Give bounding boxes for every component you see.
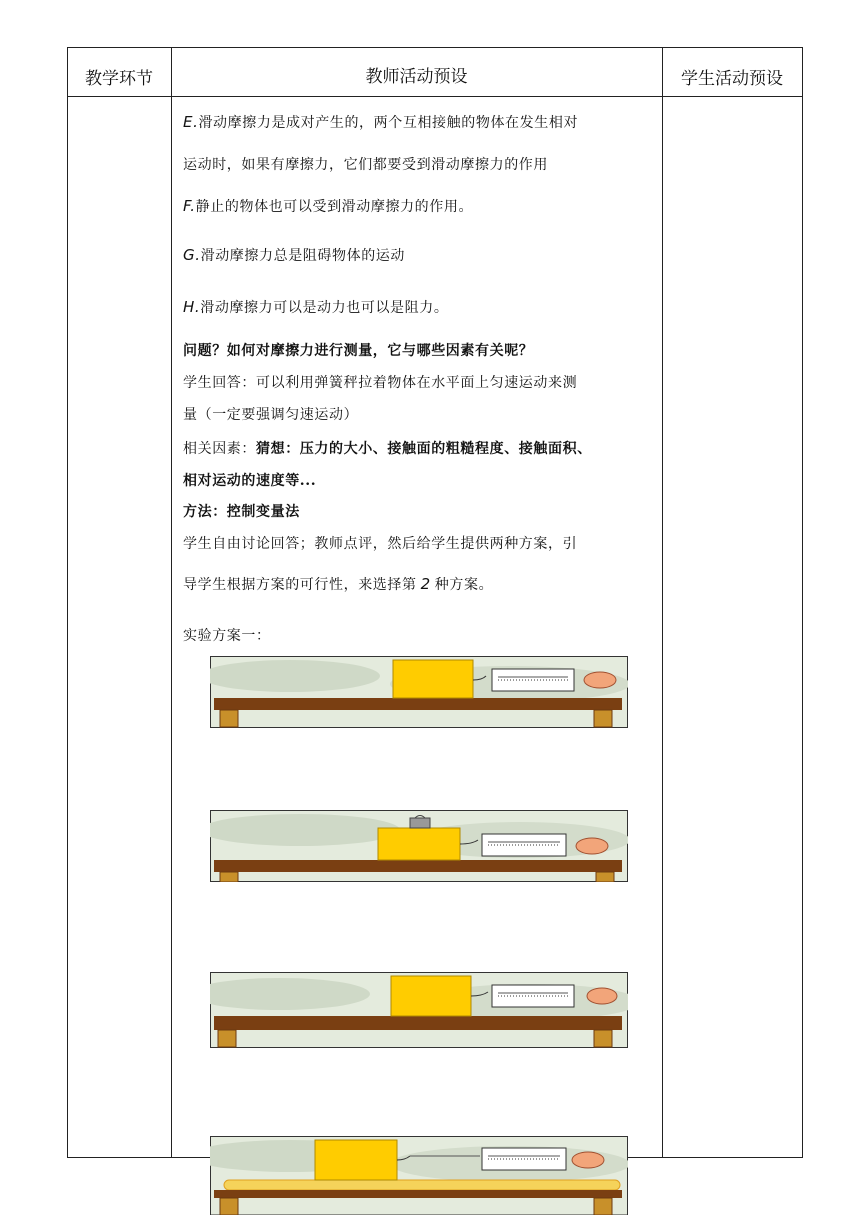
table-leg-right [596, 872, 614, 882]
experiment-figure-4 [210, 1136, 628, 1215]
figure-3-svg [210, 972, 628, 1048]
item-f-label: F. [183, 197, 196, 215]
table-col-divider-1 [171, 47, 172, 1158]
weight-on-block [410, 818, 430, 828]
item-g-label: G. [183, 246, 201, 264]
factors-line2: 相对运动的速度等... [183, 473, 317, 489]
item-h-label: H. [183, 298, 201, 316]
experiment-figure-3 [210, 972, 628, 1048]
factors-line1 [183, 438, 592, 458]
towel-surface [224, 1180, 620, 1190]
experiment-figure-2 [210, 810, 628, 882]
item-f [183, 196, 473, 216]
table-top [214, 698, 622, 710]
discuss-line1: 学生自由讨论回答；教师点评，然后给学生提供两种方案，引 [183, 536, 578, 552]
factors-label: 相关因素： [183, 441, 256, 457]
item-g [183, 245, 405, 265]
wood-block [315, 1140, 397, 1180]
hand [572, 1152, 604, 1168]
table-leg-right [594, 1030, 612, 1047]
plan-one-title: 实验方案一： [183, 628, 271, 644]
discuss-line2 [183, 574, 493, 594]
item-g-text: 滑动摩擦力总是阻碍物体的运动 [200, 248, 405, 264]
table-top [214, 1190, 622, 1198]
experiment-figure-1 [210, 656, 628, 728]
figure-2-svg [210, 810, 628, 882]
table-right-border [802, 47, 803, 1158]
answer-line2: 量（一定要强调匀速运动） [183, 407, 359, 423]
header-teacher-activity: 教师活动预设 [365, 67, 468, 87]
header-student-activity: 学生活动预设 [681, 69, 783, 89]
answer-line1: 学生回答：可以利用弹簧秤拉着物体在水平面上匀速运动来测 [183, 375, 578, 391]
header-teaching-stage: 教学环节 [85, 69, 153, 89]
item-e-text: 滑动摩擦力是成对产生的，两个互相接触的物体在发生相对 [198, 115, 579, 131]
item-f-text: 静止的物体也可以受到滑动摩擦力的作用。 [195, 199, 474, 215]
figure-1-svg [210, 656, 628, 728]
table-top [214, 860, 622, 872]
table-leg-right [594, 1198, 612, 1215]
hand [587, 988, 617, 1004]
table-leg-left [220, 710, 238, 727]
item-h-text: 滑动摩擦力可以是动力也可以是阻力。 [200, 300, 449, 316]
item-e-line1 [183, 112, 578, 132]
item-e-label: E. [183, 113, 199, 131]
table-bottom-border-left [67, 1157, 210, 1158]
item-e-line2: 运动时，如果有摩擦力，它们都要受到滑动摩擦力的作用 [183, 157, 548, 173]
table-top-border [67, 47, 803, 48]
table-leg-left [218, 1030, 236, 1047]
hand [576, 838, 608, 854]
table-top [214, 1016, 622, 1030]
discuss-line2-a: 导学生根据方案的可行性，来选择第 [183, 577, 417, 593]
table-col-divider-2 [662, 47, 663, 1158]
wood-block [393, 660, 473, 698]
table-header-divider [67, 96, 803, 97]
factors-guess-1: 猜想：压力的大小、接触面的粗糙程度、接触面积、 [256, 441, 592, 457]
table-left-border [67, 47, 68, 1158]
discuss-plan-number: 2 [420, 575, 431, 593]
item-h [183, 297, 448, 317]
table-bottom-border-right [628, 1157, 803, 1158]
wood-block [378, 828, 460, 860]
table-leg-left [220, 872, 238, 882]
figure-4-svg [210, 1136, 628, 1215]
discuss-line2-b: 种方案。 [434, 577, 494, 593]
table-leg-right [594, 710, 612, 727]
table-leg-left [220, 1198, 238, 1215]
wood-block [391, 976, 471, 1016]
method-text: 方法：控制变量法 [183, 504, 300, 520]
question-text: 问题？如何对摩擦力进行测量，它与哪些因素有关呢？ [183, 343, 534, 359]
hand [584, 672, 616, 688]
